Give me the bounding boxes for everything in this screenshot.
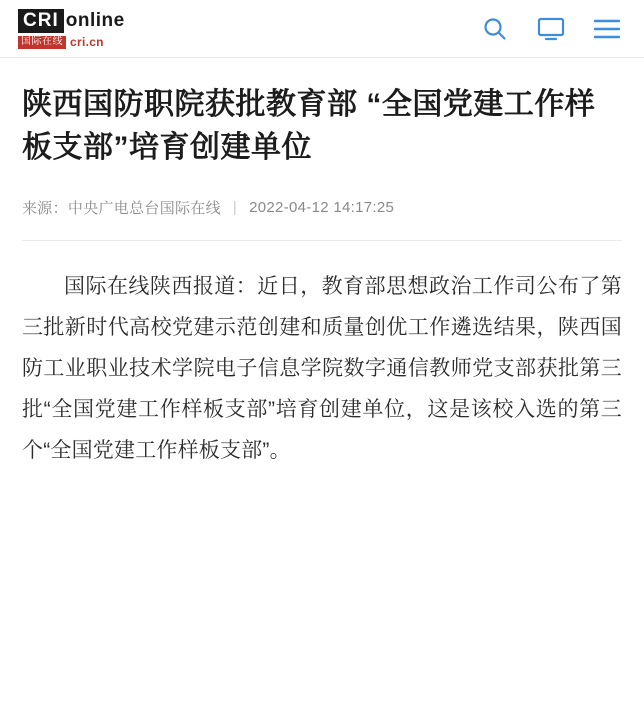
logo-chinese-name: 国际在线 (18, 36, 66, 49)
meta-divider (22, 240, 622, 241)
menu-icon[interactable] (592, 14, 622, 44)
search-icon[interactable] (480, 14, 510, 44)
logo-secondary (18, 36, 125, 49)
logo-primary (18, 9, 125, 33)
timestamp: 2022-04-12 14:17:25 (249, 199, 395, 217)
source-label: 来源： (22, 200, 68, 218)
header-actions (480, 14, 622, 44)
logo-domain: cri.cn (70, 35, 104, 49)
article (0, 58, 644, 472)
meta-separator: | (232, 199, 238, 217)
article-meta (22, 197, 622, 218)
page-title: 陕西国防职院获批教育部 “全国党建工作样板支部”培育创建单位 (22, 88, 596, 164)
site-header (0, 0, 644, 58)
logo-wordmark: online (65, 10, 125, 31)
article-paragraph: 国际在线陕西报道：近日，教育部思想政治工作司公布了第三批新时代高校党建示范创建和质量创优工作遴选结果，陕西国防工业职业技术学院电子信息学院数字通信教师党支部获批第三批“全国党建工作样板支部”培育创建单位，这是该校入选的第三个“全国党建工作样板支部”。 (22, 275, 622, 462)
article-body (22, 267, 622, 472)
tv-icon[interactable] (536, 14, 566, 44)
site-logo[interactable] (18, 9, 125, 49)
logo-mark: CRI (18, 9, 64, 33)
source-name: 中央广电总台国际在线 (67, 200, 221, 218)
